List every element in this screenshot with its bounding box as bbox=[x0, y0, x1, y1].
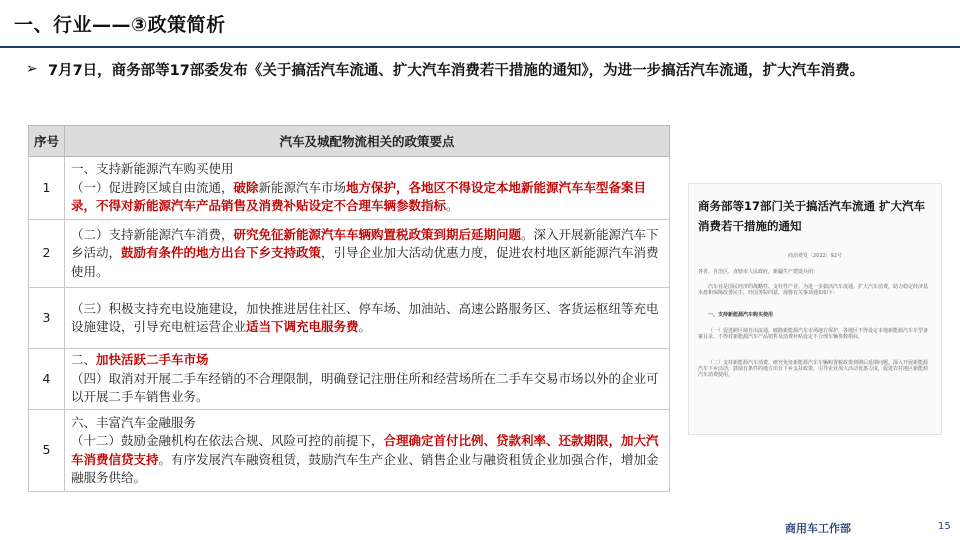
table-row bbox=[29, 157, 670, 220]
row-highlight: 加快活跃二手车市场 bbox=[96, 352, 209, 368]
row-content bbox=[65, 220, 670, 288]
row-highlight: 适当下调充电服务费 bbox=[246, 319, 359, 334]
policy-table bbox=[28, 125, 670, 492]
row-highlight: 破除 bbox=[233, 179, 259, 195]
notice-number: 商消费发〔2022〕92号 bbox=[787, 253, 843, 259]
row-content bbox=[65, 349, 670, 410]
footer-brand: 商用车工作部 bbox=[785, 522, 851, 535]
row-highlight: 鼓励有条件的地方出台下乡支持政策 bbox=[121, 245, 322, 261]
table-row bbox=[29, 220, 670, 288]
row-text: （四）取消对开展二手车经销的不合理限制，明确登记注册住所和经营场所在二手车交易市场以外的企业可以开展二手车销售业务。 bbox=[71, 370, 659, 405]
intro-bullet bbox=[26, 60, 941, 82]
row-number: 4 bbox=[29, 349, 65, 410]
row-text: （一）促进跨区域自由流通， bbox=[71, 179, 234, 195]
col-header-number: 序号 bbox=[29, 126, 65, 157]
table-row bbox=[29, 410, 670, 492]
row-heading: 六、丰富汽车金融服务 bbox=[71, 414, 197, 430]
row-text: ，引导企业加大活动优惠力度，促进农村地区新能源汽车消费使用。 bbox=[71, 245, 659, 279]
table-row bbox=[29, 288, 670, 349]
row-text: 。 bbox=[446, 198, 459, 214]
row-highlight: 地方保护，各地区不得设定本地新能源汽车车型备案目录，不得对新能源汽车产品销售及消费补贴设定不合理车辆参数指标 bbox=[71, 179, 647, 214]
row-heading-prefix: 二、 bbox=[71, 352, 97, 368]
row-text: 新能源汽车市场 bbox=[258, 179, 347, 195]
row-highlight: 合理确定首付比例、贷款利率、还款期限，加大汽车消费信贷支持 bbox=[71, 433, 659, 467]
table-row bbox=[29, 349, 670, 410]
notice-paragraph: 汽车业是国民经济的战略性、支柱性产业。为进一步搞活汽车流通，扩大汽车消费，助力稳定经济基本盘和保障改善民生，经国务院同意，现将有关事项通知如下： bbox=[698, 284, 929, 296]
row-heading bbox=[71, 351, 663, 370]
row-number: 3 bbox=[29, 288, 65, 349]
table-header-row bbox=[29, 126, 670, 157]
row-text: 。有序发展汽车融资租赁，鼓励汽车生产企业、销售企业与融资租赁企业加强合作，增加金融服务供给。 bbox=[71, 451, 659, 485]
notice-paragraph: （二）支持新能源汽车消费，研究免征新能源汽车车辆购置税政策到期后延期问题。深入开展新能源汽车下乡活动，鼓励有条件的地方出台下乡支持政策，引导企业加大活动优惠力度，促进农村地区新能源汽车消费使用。 bbox=[698, 360, 929, 378]
row-heading: 一、支持新能源汽车购买使用 bbox=[71, 161, 234, 177]
notice-section-heading: 一、支持新能源汽车购买使用 bbox=[708, 312, 774, 318]
title-underline bbox=[0, 46, 960, 48]
col-header-points: 汽车及城配物流相关的政策要点 bbox=[65, 126, 670, 157]
row-number: 5 bbox=[29, 410, 65, 492]
row-text: （十二）鼓励金融机构在依法合规、风险可控的前提下， bbox=[71, 433, 384, 448]
row-text: （三）积极支持充电设施建设，加快推进居住社区、停车场、加油站、高速公路服务区、客货运枢纽等充电设施建设，引导充电桩运营企业 bbox=[71, 300, 659, 334]
row-text: 。 bbox=[358, 319, 372, 334]
notice-recipients: 各省、自治区、直辖市人民政府，新疆生产建设兵团： bbox=[698, 269, 819, 275]
slide-title: 一、行业——③政策简析 bbox=[14, 14, 226, 36]
notice-title: 商务部等17部门关于搞活汽车流通 扩大汽车消费若干措施的通知 bbox=[698, 199, 926, 233]
row-text: 。深入开展新能源汽车下乡活动， bbox=[71, 226, 659, 261]
row-content bbox=[65, 157, 670, 220]
title-bar bbox=[0, 0, 960, 48]
row-content bbox=[65, 288, 670, 349]
row-content bbox=[65, 410, 670, 492]
notice-paragraph: （一）促进跨区域自由流通，破除新能源汽车市场地方保护，各地区不得设定本地新能源汽车车型备案目录，不得对新能源汽车产品销售及消费补贴设定不合理车辆参数指标。 bbox=[698, 328, 929, 340]
row-number: 1 bbox=[29, 157, 65, 220]
row-number: 2 bbox=[29, 220, 65, 288]
intro-text: 7月7日，商务部等17部委发布《关于搞活汽车流通、扩大汽车消费若干措施的通知》，为进一步搞活汽车流通，扩大汽车消费。 bbox=[48, 63, 865, 79]
row-text: （二）支持新能源汽车消费， bbox=[71, 226, 234, 242]
arrow-bullet-icon: ➢ bbox=[26, 61, 38, 77]
page-number: 15 bbox=[938, 521, 951, 532]
row-highlight: 研究免征新能源汽车车辆购置税政策到期后延期问题 bbox=[233, 226, 522, 242]
notice-document-image bbox=[688, 183, 942, 435]
